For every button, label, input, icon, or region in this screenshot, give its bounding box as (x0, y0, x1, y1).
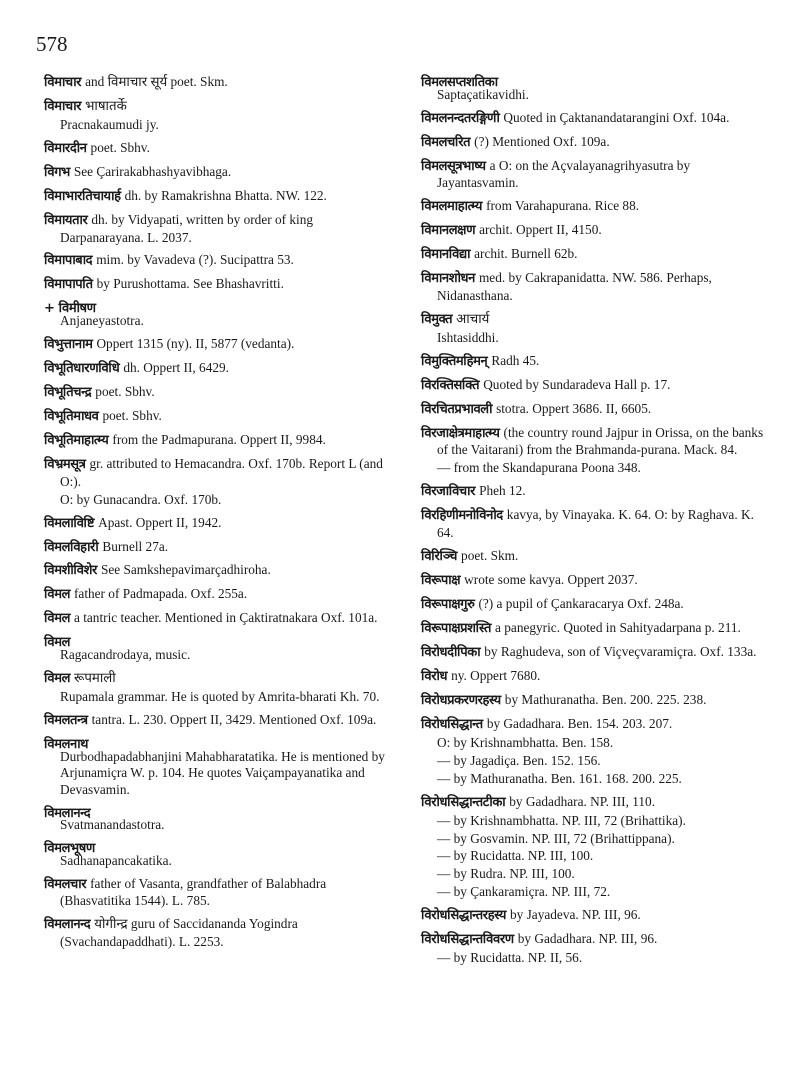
dictionary-entry (44, 74, 394, 92)
dictionary-entry (421, 158, 771, 192)
entry-text: dh. Oppert II, 6429. (123, 360, 229, 376)
dictionary-entry (421, 931, 771, 949)
entry-text: Quoted in Çaktanandatarangini Oxf. 104a. (503, 109, 730, 125)
dictionary-entry (421, 330, 771, 347)
entry-headword: विरहिणीमनोविनोद (421, 508, 503, 524)
entry-text: by Gadadhara. NP. III, 96. (517, 931, 658, 947)
entry-text: from Varahapurana. Rice 88. (486, 198, 640, 214)
entry-headword: विमाभारतिचायार्ह (44, 188, 121, 204)
dictionary-entry (421, 401, 771, 419)
entry-headword: विरोधदीपिका (421, 644, 481, 660)
entry-headword: विमशीविशेर (44, 563, 97, 579)
dictionary-entry (44, 336, 394, 354)
entry-headword: विरोधसिद्धान्त (421, 716, 483, 732)
dictionary-entry (421, 644, 771, 662)
entry-text: a panegyric. Quoted in Sahityadarpana p. 211. (495, 619, 741, 635)
entry-headword: विमल (44, 671, 70, 687)
entry-text: ny. Oppert 7680. (451, 667, 541, 683)
entry-text: रूपमाली (73, 670, 116, 686)
dictionary-entry (44, 456, 394, 490)
entry-text: Anjaneyastotra. (60, 313, 144, 329)
dictionary-entry (421, 866, 771, 883)
entry-headword: विमलमाहात्म्य (421, 199, 483, 215)
dictionary-entry (421, 813, 771, 830)
entry-text: See Çarirakabhashyavibhaga. (73, 163, 232, 179)
entry-text: poet. Sbhv. (102, 407, 162, 423)
entry-headword: विभूतिचन्द्र (44, 385, 92, 400)
dictionary-entry (421, 460, 771, 477)
dictionary-entry (44, 749, 394, 799)
entry-headword: विरिञ्चि (421, 548, 458, 564)
dictionary-entry (421, 907, 771, 925)
entry-text: gr. attributed to Hemacandra. Oxf. 170b. Report L (and O:). (60, 455, 383, 489)
entry-text: dh. by Vidyapati, written by order of king Darpanarayana. L. 2037. (60, 211, 314, 245)
entry-headword: विभूतिधारणविधि (44, 361, 120, 377)
entry-text: by Gadadhara. Ben. 154. 203. 207. (486, 715, 673, 731)
dictionary-entry (421, 246, 771, 264)
entry-headword: विमारदीन (44, 140, 87, 156)
entry-headword: विमल (44, 587, 70, 603)
entry-headword: विमलचार (44, 876, 87, 892)
entry-text: — by Rudra. NP. III, 100. (437, 866, 575, 882)
dictionary-entry (421, 483, 771, 501)
entry-text: wrote some kavya. Oppert 2037. (464, 571, 638, 587)
entry-headword: विरूपाक्षगुरु (421, 596, 475, 612)
entry-headword: विरोध (421, 668, 448, 684)
entry-text: — by Gosvamin. NP. III, 72 (Brihattippana). (437, 830, 675, 846)
entry-text: a O: on the Açvalayanagrihyasutra by Jayantasvamin. (437, 157, 691, 191)
entry-text: Oppert 1315 (ny). II, 5877 (vedanta). (96, 336, 295, 352)
entry-text: tantra. L. 230. Oppert II, 3429. Mentioned Oxf. 109a. (91, 711, 377, 727)
dictionary-entry (421, 377, 771, 395)
dictionary-entry (44, 610, 394, 628)
dictionary-entry (421, 950, 771, 967)
dictionary-entry (421, 572, 771, 590)
dictionary-entry (44, 689, 394, 706)
dictionary-entry (44, 140, 394, 158)
left-column (44, 74, 394, 957)
dictionary-entry (421, 794, 771, 812)
entry-headword: विमलतन्त्र (44, 712, 88, 728)
entry-headword: विमलनन्दतरङ्गिणी (421, 110, 500, 126)
entry-headword: विमाचार (44, 75, 82, 90)
entry-text: kavya, by Vinayaka. K. 64. O: by Raghava. K. 64. (437, 507, 754, 540)
entry-text: from the Padmapurana. Oppert II, 9984. (112, 431, 326, 447)
dictionary-entry (44, 853, 394, 870)
dictionary-entry (44, 360, 394, 378)
entry-text: Ishtasiddhi. (437, 329, 499, 345)
dictionary-entry (421, 198, 771, 216)
entry-text: and विमाचार सूर्य poet. Skm. (85, 74, 228, 89)
dictionary-entry (421, 311, 771, 329)
entry-headword: विरोधसिद्धान्तटीका (421, 794, 506, 810)
entry-headword: विमलाविष्टि (44, 515, 95, 531)
dictionary-entry (421, 668, 771, 686)
entry-text: — by Krishnambhatta. NP. III, 72 (Brihattika). (437, 812, 686, 828)
entry-text: archit. Burnell 62b. (474, 246, 578, 262)
dictionary-entry (421, 596, 771, 614)
dictionary-entry (421, 548, 771, 566)
dictionary-entry (44, 817, 394, 834)
dictionary-entry (421, 507, 771, 541)
entry-headword: विमलसूत्रभाष्य (421, 158, 486, 174)
dictionary-entry (421, 884, 771, 901)
dictionary-entry (44, 384, 394, 402)
entry-headword: विमलचरित (421, 134, 471, 150)
dictionary-entry (44, 117, 394, 134)
dictionary-entry (421, 353, 771, 371)
dictionary-entry (421, 753, 771, 770)
dictionary-entry (421, 134, 771, 152)
dictionary-entry (421, 848, 771, 865)
entry-headword: विगभ (44, 164, 70, 180)
entry-headword: विमानलक्षण (421, 223, 476, 239)
dictionary-entry (44, 313, 394, 330)
entry-headword: विमलभूषण (44, 841, 95, 857)
entry-text: poet. Sbhv. (90, 139, 150, 155)
page-number: 578 (36, 32, 68, 56)
entry-text: — by Rucidatta. NP. III, 100. (437, 848, 594, 864)
entry-text: — by Jagadiça. Ben. 152. 156. (437, 752, 601, 768)
entry-text: Pheh 12. (479, 483, 526, 499)
entry-text: by Mathuranatha. Ben. 200. 225. 238. (504, 691, 707, 707)
entry-text: See Samkshepavimarçadhiroha. (100, 562, 271, 578)
entry-headword: विरजाविचार (421, 484, 476, 500)
entry-headword: विरूपाक्ष (421, 572, 461, 588)
entry-text: poet. Sbhv. (95, 384, 155, 399)
dictionary-entry (44, 276, 394, 294)
dictionary-entry (421, 87, 771, 104)
entry-headword: विमानशोधन (421, 271, 475, 287)
entry-headword: विमुक्तिमहिमन् (421, 353, 488, 369)
dictionary-entry (44, 916, 394, 950)
entry-text: mim. by Vavadeva (?). Sucipattra 53. (96, 252, 294, 268)
entry-headword: विमायतार (44, 212, 88, 228)
dictionary-entry (421, 735, 771, 752)
entry-text: Svatmanandastotra. (60, 817, 165, 833)
dictionary-entry (44, 876, 394, 910)
dictionary-entry (44, 164, 394, 182)
dictionary-entry (44, 408, 394, 426)
dictionary-entry (44, 539, 394, 557)
entry-headword: विरक्तिसक्ति (421, 377, 480, 393)
dictionary-entry (44, 647, 394, 664)
entry-text: father of Vasanta, grandfather of Balabhadra (Bhasvatitika 1544). L. 785. (60, 875, 327, 909)
entry-headword: विरोधसिद्धान्तरहस्य (421, 908, 507, 924)
entry-headword: विमापाबाद (44, 253, 93, 269)
entry-headword: विभुत्तानाम (44, 337, 93, 353)
entry-text: dh. by Ramakrishna Bhatta. NW. 122. (124, 187, 327, 203)
entry-text: med. by Cakrapanidatta. NW. 586. Perhaps, Nidanasthana. (437, 270, 712, 303)
entry-headword: विमुक्त (421, 311, 453, 327)
entry-headword: विमापापति (44, 277, 93, 293)
entry-headword: विमलविहारी (44, 539, 99, 555)
entry-text: archit. Oppert II, 4150. (479, 222, 602, 238)
entry-headword: विरोधसिद्धान्तविवरण (421, 932, 514, 948)
dictionary-entry (44, 562, 394, 580)
entry-text: Apast. Oppert II, 1942. (98, 514, 222, 530)
dictionary-entry (44, 586, 394, 604)
entry-text: by Purushottama. See Bhashavritti. (96, 276, 284, 292)
dictionary-entry (44, 188, 394, 206)
entry-text: stotra. Oppert 3686. II, 6605. (496, 400, 652, 416)
entry-headword: विमानविद्या (421, 247, 471, 263)
entry-text: Pracnakaumudi jy. (60, 116, 159, 132)
dictionary-entry (44, 212, 394, 246)
entry-text: भाषातर्के (85, 97, 127, 113)
dictionary-entry (421, 222, 771, 240)
entry-text: — from the Skandapurana Poona 348. (437, 460, 641, 476)
entry-text: father of Padmapada. Oxf. 255a. (73, 586, 248, 602)
dictionary-entry (421, 620, 771, 638)
entry-text: — by Çankaramiçra. NP. III, 72. (437, 884, 611, 900)
entry-text: — by Mathuranatha. Ben. 161. 168. 200. 225. (437, 770, 682, 786)
entry-headword: विभूतिमाहात्म्य (44, 432, 109, 448)
dictionary-entry (421, 270, 771, 304)
entry-headword: विरचितप्रभावली (421, 401, 493, 417)
dictionary-entry (44, 252, 394, 270)
entry-text: poet. Skm. (461, 547, 519, 563)
dictionary-entry (421, 771, 771, 788)
entry-headword: विभूतिमाधव (44, 408, 99, 424)
dictionary-entry (421, 110, 771, 128)
entry-text: O: by Krishnambhatta. Ben. 158. (437, 734, 614, 750)
entry-text: — by Rucidatta. NP. II, 56. (437, 950, 583, 966)
entry-headword: विमलनाथ (44, 736, 89, 752)
dictionary-entry (44, 432, 394, 450)
dictionary-entry (421, 425, 771, 459)
entry-text: आचार्य (456, 310, 490, 326)
dictionary-entry (44, 492, 394, 509)
entry-text: by Jayadeva. NP. III, 96. (510, 907, 641, 923)
dictionary-entry (44, 670, 394, 688)
entry-text: Quoted by Sundaradeva Hall p. 17. (483, 376, 671, 392)
entry-text: (?) Mentioned Oxf. 109a. (474, 133, 610, 149)
entry-text: Radh 45. (491, 352, 540, 368)
entry-headword: विमल (44, 611, 70, 627)
entry-headword: विमलानन्द (44, 917, 91, 933)
entry-headword: विरूपाक्षप्रशस्ति (421, 620, 492, 636)
entry-text: योगीन्द्र guru of Saccidananda Yogindra (Svachandapaddhati). L. 2253. (60, 916, 298, 950)
dictionary-entry (44, 712, 394, 730)
entry-text: by Raghudeva, son of Viçveçvaramiçra. Oxf. 133a. (484, 643, 757, 659)
dictionary-entry (421, 716, 771, 734)
entry-headword: विरजाक्षेत्रमाहात्म्य (421, 425, 500, 441)
entry-text: (the country round Jajpur in Orissa, on the banks of the Vaitarani) from the Brahmanda-purana. Mack. 84. (437, 424, 764, 458)
entry-text: Ragacandrodaya, music. (60, 647, 191, 663)
entry-text: Rupamala grammar. He is quoted by Amrita-bharati Kh. 70. (60, 689, 380, 704)
entry-text: Sadhanapancakatika. (60, 852, 172, 868)
entry-headword: विमलानन्द (44, 805, 91, 821)
right-column (421, 74, 771, 973)
dictionary-entry (44, 515, 394, 533)
entry-headword: विभ्रमसूत्र (44, 456, 86, 472)
entry-text: Burnell 27a. (102, 538, 169, 554)
dictionary-entry (421, 692, 771, 710)
entry-headword: विमाचार (44, 98, 82, 114)
entry-text: Durbodhapadabhanjini Mahabharatatika. He is mentioned by Arjunamiçra W. p. 104. He quotes Vaiçampayanatika and Devasvamin. (60, 748, 385, 797)
entry-headword: विमल (44, 635, 70, 651)
entry-text: O: by Gunacandra. Oxf. 170b. (60, 491, 222, 507)
entry-headword: + विमीषण (44, 301, 96, 317)
entry-text: a tantric teacher. Mentioned in Çaktiratnakara Oxf. 101a. (73, 610, 378, 626)
entry-headword: विरोधप्रकरणरहस्य (421, 692, 501, 708)
entry-text: by Gadadhara. NP. III, 110. (509, 793, 656, 809)
dictionary-entry (44, 98, 394, 116)
dictionary-entry (421, 831, 771, 848)
entry-text: Saptaçatikavidhi. (437, 86, 529, 102)
entry-text: (?) a pupil of Çankaracarya Oxf. 248a. (478, 595, 684, 611)
entry-headword: विमलसप्तशतिका (421, 75, 498, 90)
